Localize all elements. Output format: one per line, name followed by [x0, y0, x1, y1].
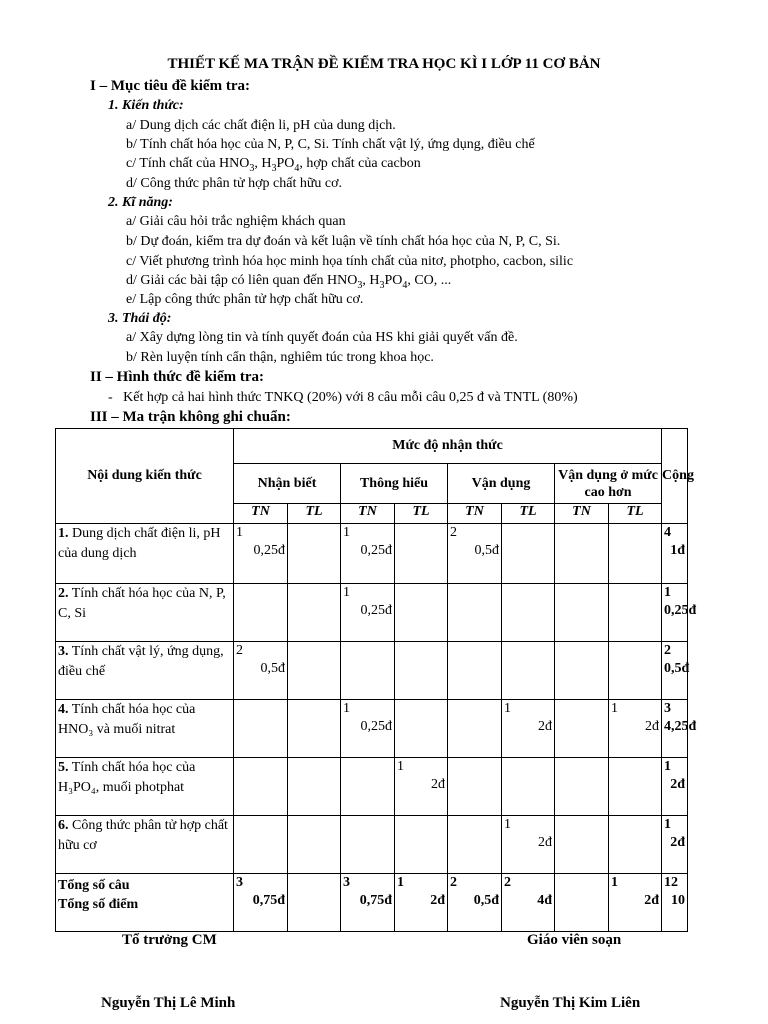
matrix-cell — [234, 758, 288, 816]
sub-tl: TL — [395, 504, 448, 524]
knowledge-item-b: b/ Tính chất hóa học của N, P, C, Si. Tính chất vật lý, ứng dụng, điều chế — [126, 137, 535, 152]
sub-tl: TL — [502, 504, 555, 524]
skills-item-d: d/ Giải các bài tập có liên quan đến $HNO_3$, $H_3PO_4$, CO, ... — [126, 273, 452, 291]
matrix-cell — [395, 584, 448, 642]
table-row — [56, 758, 688, 816]
knowledge-item-a: a/ Dung dịch các chất điện li, pH của dung dịch. — [126, 118, 396, 133]
matrix-cell — [395, 816, 448, 874]
matrix-cell — [555, 642, 609, 700]
section-2-heading: II – Hình thức đề kiểm tra: — [90, 369, 265, 385]
summary-cell: 3 0,75đ — [234, 874, 288, 932]
matrix-table — [55, 428, 697, 932]
matrix-cell — [234, 700, 288, 758]
knowledge-heading: 1. Kiến thức: — [108, 98, 184, 113]
sub-tn: TN — [555, 504, 609, 524]
row-total: 3 4,25đ — [662, 700, 688, 758]
matrix-cell — [609, 524, 662, 584]
summary-total: 12 10 — [662, 874, 688, 932]
matrix-cell: 1 2đ — [609, 700, 662, 758]
matrix-cell — [288, 642, 341, 700]
row-total: 2 0,5đ — [662, 642, 688, 700]
matrix-cell — [288, 700, 341, 758]
matrix-cell — [555, 584, 609, 642]
matrix-cell — [502, 524, 555, 584]
skills-item-e: e/ Lập công thức phân tử hợp chất hữu cơ. — [126, 292, 364, 307]
matrix-cell: 1 0,25đ — [341, 584, 395, 642]
skills-item-c: c/ Viết phương trình hóa học minh họa tính chất của nitơ, photpho, cacbon, silic — [126, 254, 574, 269]
matrix-cell — [341, 816, 395, 874]
summary-cell: 3 0,75đ — [341, 874, 395, 932]
row-content: 4. Tính chất hóa học của HNO₃ và muối nitrat — [56, 700, 234, 758]
table-row — [56, 816, 688, 874]
matrix-cell — [341, 758, 395, 816]
row-content: 6. Công thức phân tử hợp chất hữu cơ — [56, 816, 234, 874]
summary-cell — [288, 874, 341, 932]
matrix-cell — [288, 524, 341, 584]
matrix-cell — [609, 816, 662, 874]
matrix-cell — [234, 816, 288, 874]
matrix-cell — [448, 642, 502, 700]
matrix-cell — [502, 642, 555, 700]
summary-cell: 1 2đ — [609, 874, 662, 932]
row-content: 5. Tính chất hóa học của H₃PO₄, muối photphat — [56, 758, 234, 816]
matrix-cell — [609, 642, 662, 700]
attitude-heading: 3. Thái độ: — [108, 311, 172, 326]
summary-cell: 1 2đ — [395, 874, 448, 932]
summary-label: Tổng số câu Tổng số điểm — [56, 874, 234, 932]
matrix-cell — [555, 816, 609, 874]
matrix-cell — [448, 758, 502, 816]
matrix-cell — [288, 758, 341, 816]
matrix-cell — [395, 524, 448, 584]
sub-tn: TN — [234, 504, 288, 524]
skills-item-b: b/ Dự đoán, kiểm tra dự đoán và kết luận về tính chất hóa học của N, P, C, Si. — [126, 234, 561, 249]
sub-tn: TN — [341, 504, 395, 524]
matrix-cell — [448, 584, 502, 642]
matrix-cell — [395, 700, 448, 758]
skills-heading: 2. Kĩ năng: — [108, 195, 173, 210]
matrix-cell: 2 0,5đ — [448, 524, 502, 584]
row-total: 4 1đ — [662, 524, 688, 584]
matrix-cell — [555, 758, 609, 816]
matrix-cell: 1 0,25đ — [234, 524, 288, 584]
matrix-cell: 1 2đ — [502, 700, 555, 758]
sub-tl: TL — [288, 504, 341, 524]
knowledge-item-c: c/ Tính chất của $HNO_3$, $H_3PO_4$, hợp chất của cacbon — [126, 156, 421, 174]
sub-tl: TL — [609, 504, 662, 524]
header-content: Nội dung kiến thức — [56, 429, 234, 524]
knowledge-item-d: d/ Công thức phân tử hợp chất hữu cơ. — [126, 176, 343, 191]
left-name: Nguyễn Thị Lê Minh — [101, 995, 236, 1011]
matrix-cell: 1 2đ — [502, 816, 555, 874]
level-recognize: Nhận biết — [234, 464, 341, 504]
row-content: 2. Tính chất hóa học của N, P, C, Si — [56, 584, 234, 642]
summary-cell: 2 4đ — [502, 874, 555, 932]
matrix-cell: 1 2đ — [395, 758, 448, 816]
header-levels: Mức độ nhận thức — [234, 429, 662, 464]
section-2-line: - Kết hợp cả hai hình thức TNKQ (20%) với 8 câu mỗi câu 0,25 đ và TNTL (80%) — [108, 390, 578, 405]
matrix-cell: 1 0,25đ — [341, 700, 395, 758]
matrix-cell — [502, 758, 555, 816]
row-content: 3. Tính chất vật lý, ứng dụng, điều chế — [56, 642, 234, 700]
skills-item-a: a/ Giải câu hỏi trắc nghiệm khách quan — [126, 214, 346, 229]
summary-cell — [555, 874, 609, 932]
summary-cell: 2 0,5đ — [448, 874, 502, 932]
matrix-cell — [288, 584, 341, 642]
table-row — [56, 700, 688, 758]
table-row — [56, 524, 688, 584]
attitude-item-b: b/ Rèn luyện tính cẩn thận, nghiêm túc trong khoa học. — [126, 350, 434, 365]
attitude-item-a: a/ Xây dựng lòng tin và tính quyết đoán của HS khi giải quyết vấn đề. — [126, 330, 518, 345]
matrix-cell: 2 0,5đ — [234, 642, 288, 700]
matrix-cell — [609, 584, 662, 642]
row-total: 1 2đ — [662, 758, 688, 816]
section-3-heading: III – Ma trận không ghi chuẩn: — [90, 409, 291, 425]
matrix-cell — [555, 524, 609, 584]
table-row — [56, 642, 688, 700]
matrix-cell — [234, 584, 288, 642]
level-apply-high: Vận dụng ở mức cao hơn — [555, 464, 662, 504]
section-1-heading: I – Mục tiêu đề kiểm tra: — [90, 78, 250, 94]
right-role: Giáo viên soạn — [527, 932, 622, 948]
left-role: Tổ trưởng CM — [122, 932, 217, 948]
level-understand: Thông hiểu — [341, 464, 448, 504]
matrix-cell — [395, 642, 448, 700]
matrix-cell: 1 0,25đ — [341, 524, 395, 584]
sub-tn: TN — [448, 504, 502, 524]
matrix-cell — [288, 816, 341, 874]
right-name: Nguyễn Thị Kim Liên — [500, 995, 641, 1011]
matrix-cell — [609, 758, 662, 816]
matrix-cell — [448, 816, 502, 874]
level-apply: Vận dụng — [448, 464, 555, 504]
row-total: 1 0,25đ — [662, 584, 688, 642]
table-row — [56, 584, 688, 642]
row-total: 1 2đ — [662, 816, 688, 874]
row-content: 1. Dung dịch chất điện li, pH của dung dịch — [56, 524, 234, 584]
matrix-cell — [341, 642, 395, 700]
summary-row — [56, 874, 688, 932]
matrix-cell — [555, 700, 609, 758]
matrix-cell — [502, 584, 555, 642]
matrix-cell — [448, 700, 502, 758]
page-title: THIẾT KẾ MA TRẬN ĐỀ KIỂM TRA HỌC KÌ I LỚP 11 CƠ BẢN — [167, 56, 601, 72]
header-total: Cộng — [662, 429, 688, 524]
